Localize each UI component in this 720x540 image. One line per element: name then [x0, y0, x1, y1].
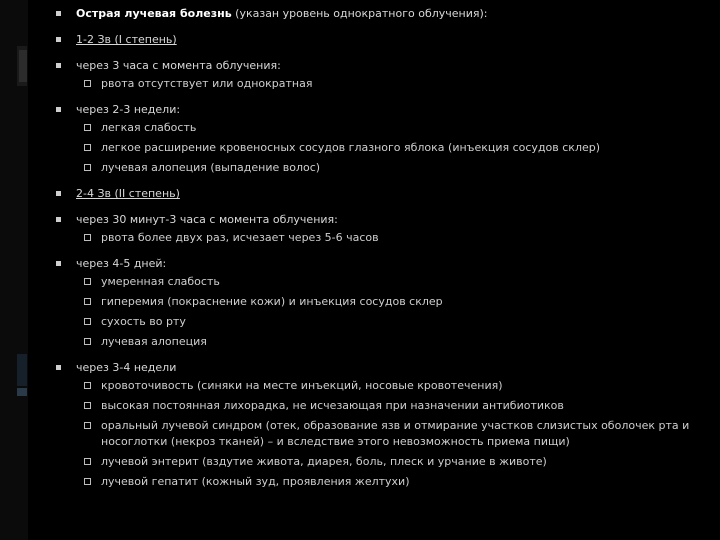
sub-bullet-item [56, 76, 712, 92]
bullet-item [56, 6, 712, 22]
slide-content [56, 6, 712, 490]
bullet-text: гиперемия (покраснение кожи) и инъекция сосудов склер [101, 295, 443, 308]
decorative-square [19, 50, 27, 82]
left-decorative-strip [0, 0, 28, 540]
bullet-item [56, 360, 712, 376]
sub-bullet-item [56, 140, 712, 156]
sub-bullet-item [56, 160, 712, 176]
sub-bullet-item [56, 294, 712, 310]
bullet-text: лучевой гепатит (кожный зуд, проявления желтухи) [101, 475, 410, 488]
bullet-text: лучевая алопеция [101, 335, 207, 348]
sub-bullet-item [56, 454, 712, 470]
bullet-item [56, 212, 712, 228]
bullet-text: высокая постоянная лихорадка, не исчезающая при назначении антибиотиков [101, 399, 564, 412]
bullet-text: рвота отсутствует или однократная [101, 77, 313, 90]
bullet-text: сухость во рту [101, 315, 186, 328]
bullet-item [56, 256, 712, 272]
sub-bullet-item [56, 378, 712, 394]
bullet-item [56, 58, 712, 74]
decorative-square [17, 388, 27, 396]
sub-bullet-item [56, 314, 712, 330]
bullet-text: рвота более двух раз, исчезает через 5-6 часов [101, 231, 379, 244]
bullet-text: лучевой энтерит (вздутие живота, диарея, боль, плеск и урчание в животе) [101, 455, 547, 468]
bullet-text: (указан уровень однократного облучения): [231, 7, 488, 20]
bullet-text: оральный лучевой синдром (отек, образование язв и отмирание участков слизистых оболочек рта и носоглотки (некроз тканей) – и вследствие этого невозможность приема пищи) [101, 419, 690, 448]
bullet-text: через 4-5 дней: [76, 257, 167, 270]
bullet-text: легкая слабость [101, 121, 197, 134]
bullet-text: легкое расширение кровеносных сосудов глазного яблока (инъекция сосудов склер) [101, 141, 601, 154]
sub-bullet-item [56, 274, 712, 290]
sub-bullet-item [56, 418, 712, 450]
bullet-text: через 2-3 недели: [76, 103, 181, 116]
sub-bullet-item [56, 120, 712, 136]
bullet-item [56, 102, 712, 118]
bullet-text: через 3 часа с момента облучения: [76, 59, 281, 72]
bullet-bold-text: Острая лучевая болезнь [76, 7, 232, 20]
bullet-text: кровоточивость (синяки на месте инъекций, носовые кровотечения) [101, 379, 503, 392]
sub-bullet-item [56, 334, 712, 350]
bullet-text: через 3-4 недели [76, 361, 177, 374]
bullet-item [56, 32, 712, 48]
bullet-text: через 30 минут-3 часа с момента облучения: [76, 213, 338, 226]
bullet-item [56, 186, 712, 202]
bullet-text: умеренная слабость [101, 275, 220, 288]
sub-bullet-item [56, 398, 712, 414]
bullet-text: лучевая алопеция (выпадение волос) [101, 161, 321, 174]
sub-bullet-item [56, 474, 712, 490]
sub-bullet-item [56, 230, 712, 246]
decorative-square [17, 354, 27, 386]
bullet-text: 1-2 Зв (I степень) [76, 33, 177, 46]
bullet-text: 2-4 Зв (II степень) [76, 187, 180, 200]
